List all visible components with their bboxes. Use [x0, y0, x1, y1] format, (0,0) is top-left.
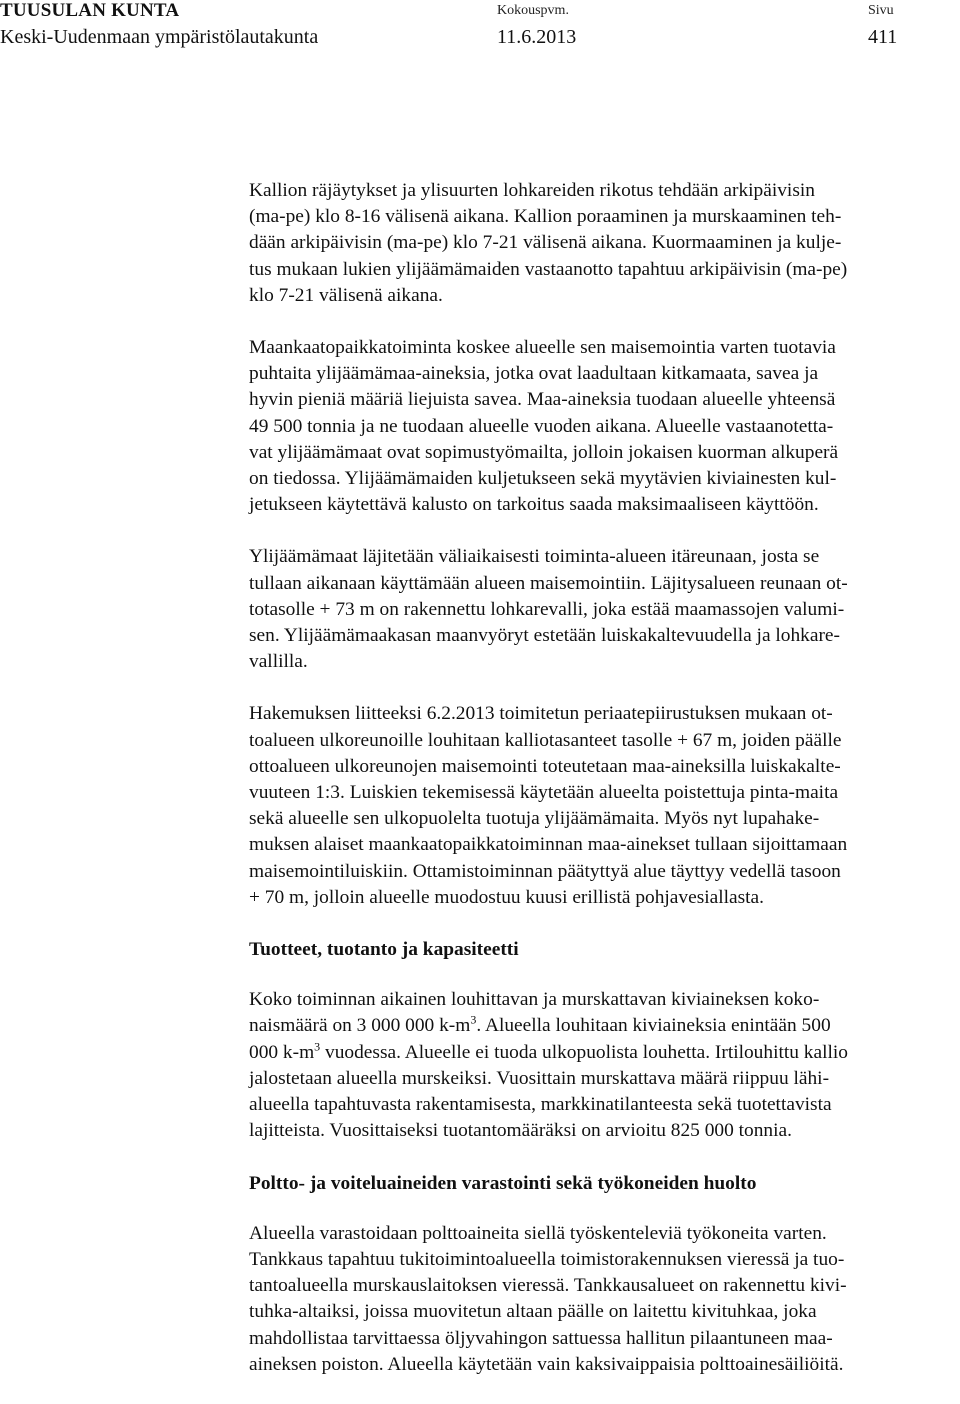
text-line: totasolle + 73 m on rakennettu lohkarevalli, joka estää maamassojen valumi-	[249, 598, 845, 620]
superscript: 3	[314, 1039, 321, 1054]
text-line: puhtaita ylijäämämaa-aineksia, jotka ovat laadultaan kitkamaata, savea ja	[249, 363, 819, 385]
board-name: Keski-Uudenmaan ympäristölautakunta	[0, 26, 319, 48]
text-line: toalueen ulkoreunoille louhitaan kalliotasanteet tasolle + 67 m, joiden päälle	[249, 729, 842, 751]
text-line: maisemointiluiskiin. Ottamistoiminnan päätyttyä alue täyttyy vedellä tasoon	[249, 860, 841, 882]
text-line: alueella tapahtuvasta rakentamisesta, markkinatilanteesta sekä tuotettavista	[249, 1094, 832, 1116]
text-line: 49 500 tonnia ja ne tuodaan alueelle vuoden aikana. Alueelle vastaanotetta-	[249, 415, 834, 437]
paragraph-landfill	[249, 335, 959, 518]
paragraph-dumping	[249, 544, 959, 675]
text-line: jalostetaan alueella murskeiksi. Vuosittain murskattava määrä riippuu lähi-	[249, 1067, 830, 1089]
section-heading-products: Tuotteet, tuotanto ja kapasiteetti	[249, 939, 519, 961]
text-line: Alueella varastoidaan polttoaineita siellä työskenteleviä työkoneita varten.	[249, 1222, 827, 1244]
text-line: Kallion räjäytykset ja ylisuurten lohkareiden rikotus tehdään arkipäivisin	[249, 180, 815, 201]
paragraph-capacity	[249, 987, 959, 1144]
text-line: tuhka-altaiksi, joissa muovitetun altaan päälle on laitettu kivituhkaa, joka	[249, 1301, 817, 1323]
text-line: klo 7-21 välisenä aikana.	[249, 284, 443, 306]
text-segment: vuodessa. Alueelle ei tuoda ulkopuolista louhetta. Irtilouhittu kallio	[320, 1041, 848, 1063]
page-number: 411	[868, 26, 898, 48]
text-line: vallilla.	[249, 651, 308, 673]
text-line: sekä alueelle sen ulkopuolelta tuotuja ylijäämämaita. Myös nyt lupahake-	[249, 808, 820, 830]
text-segment: 000 k-m	[249, 1041, 315, 1063]
text-line: lajitteista. Vuosittaiseksi tuotantomääräksi on arvioitu 825 000 tonnia.	[249, 1120, 792, 1142]
paragraph-landscaping	[249, 701, 959, 911]
paragraph-fuel-storage	[249, 1221, 959, 1378]
text-line: vuuteen 1:3. Luiskien tekemisessä käytetään alueelta poistettuja pinta-maita	[249, 782, 839, 804]
text-line	[249, 1040, 959, 1066]
text-line: Ylijäämämaat läjitetään väliaikaisesti toiminta-alueen itäreunaan, josta se	[249, 546, 820, 568]
text-line: Maankaatopaikkatoiminta koskee alueelle sen maisemointia varten tuotavia	[249, 337, 836, 359]
text-line: hyvin pieniä määriä liejuista savea. Maa-aineksia tuodaan alueelle yhteensä	[249, 389, 836, 411]
text-line: tantoalueella murskauslaitoksen vieressä. Tankkausalueet on rakennettu kivi-	[249, 1275, 847, 1297]
text-line: on tiedossa. Ylijäämämaiden kuljetukseen sekä myytävien kiviainesten kul-	[249, 468, 837, 490]
organization-name: TUUSULAN KUNTA	[0, 0, 180, 21]
page-label: Sivu	[868, 3, 894, 18]
text-segment: naismäärä on 3 000 000 k-m	[249, 1015, 471, 1037]
text-line: Koko toiminnan aikainen louhittavan ja murskattavan kiviaineksen koko-	[249, 989, 820, 1011]
section-heading-fuel-storage: Poltto- ja voiteluaineiden varastointi sekä työkoneiden huolto	[249, 1172, 757, 1194]
text-line: dään arkipäivisin (ma-pe) klo 7-21 välisenä aikana. Kuormaaminen ja kulje-	[249, 232, 842, 254]
superscript: 3	[470, 1013, 477, 1028]
text-segment: . Alueella louhitaan kiviaineksia enintään 500	[476, 1015, 831, 1037]
text-line: aineksen poiston. Alueella käytetään vain kaksivaippaisia polttoainesäiliöitä.	[249, 1353, 844, 1375]
text-line: Hakemuksen liitteeksi 6.2.2013 toimitetun periaatepiirustuksen mukaan ot-	[249, 703, 833, 725]
text-line: (ma-pe) klo 8-16 välisenä aikana. Kallion poraaminen ja murskaaminen teh-	[249, 206, 842, 228]
meeting-date: 11.6.2013	[497, 26, 577, 48]
header-left	[0, 0, 318, 52]
text-line: + 70 m, jolloin alueelle muodostuu kuusi erillistä pohjavesiallasta.	[249, 886, 765, 908]
page-number-block	[868, 0, 897, 52]
page-header	[0, 0, 960, 56]
text-line	[249, 1013, 959, 1039]
text-line: muksen alaiset maankaatopaikkatoiminnan maa-ainekset tullaan sijoittamaan	[249, 834, 848, 856]
paragraph-work-hours	[249, 178, 959, 309]
text-line: sen. Ylijäämämaakasan maanvyöryt estetään luiskakaltevuudella ja lohkare-	[249, 625, 840, 647]
text-line: tus mukaan lukien ylijäämämaiden vastaanotto tapahtuu arkipäivisin (ma-pe)	[249, 258, 848, 280]
text-line: ottoalueen ulkoreunojen maisemointi toteutetaan maa-aineksilla luiskakalte-	[249, 755, 841, 777]
meeting-date-label: Kokouspvm.	[497, 3, 569, 18]
text-line: jetukseen käytettävä kalusto on tarkoitus saada maksimaaliseen käyttöön.	[249, 494, 819, 516]
meeting-date-block	[497, 0, 576, 52]
text-line: vat ylijäämämaat ovat sopimustyömailta, jolloin jokaisen kuorman alkuperä	[249, 441, 839, 463]
text-line: tullaan aikanaan käyttämään alueen maisemointiin. Läjitysalueen reunaan ot-	[249, 572, 848, 594]
text-line: Tankkaus tapahtuu tukitoimintoalueella toimistorakennuksen vieressä ja tuo-	[249, 1248, 845, 1270]
text-line: mahdollistaa tarvittaessa öljyvahingon sattuessa hallitun pilaantuneen maa-	[249, 1327, 833, 1349]
document-body	[249, 178, 959, 1404]
